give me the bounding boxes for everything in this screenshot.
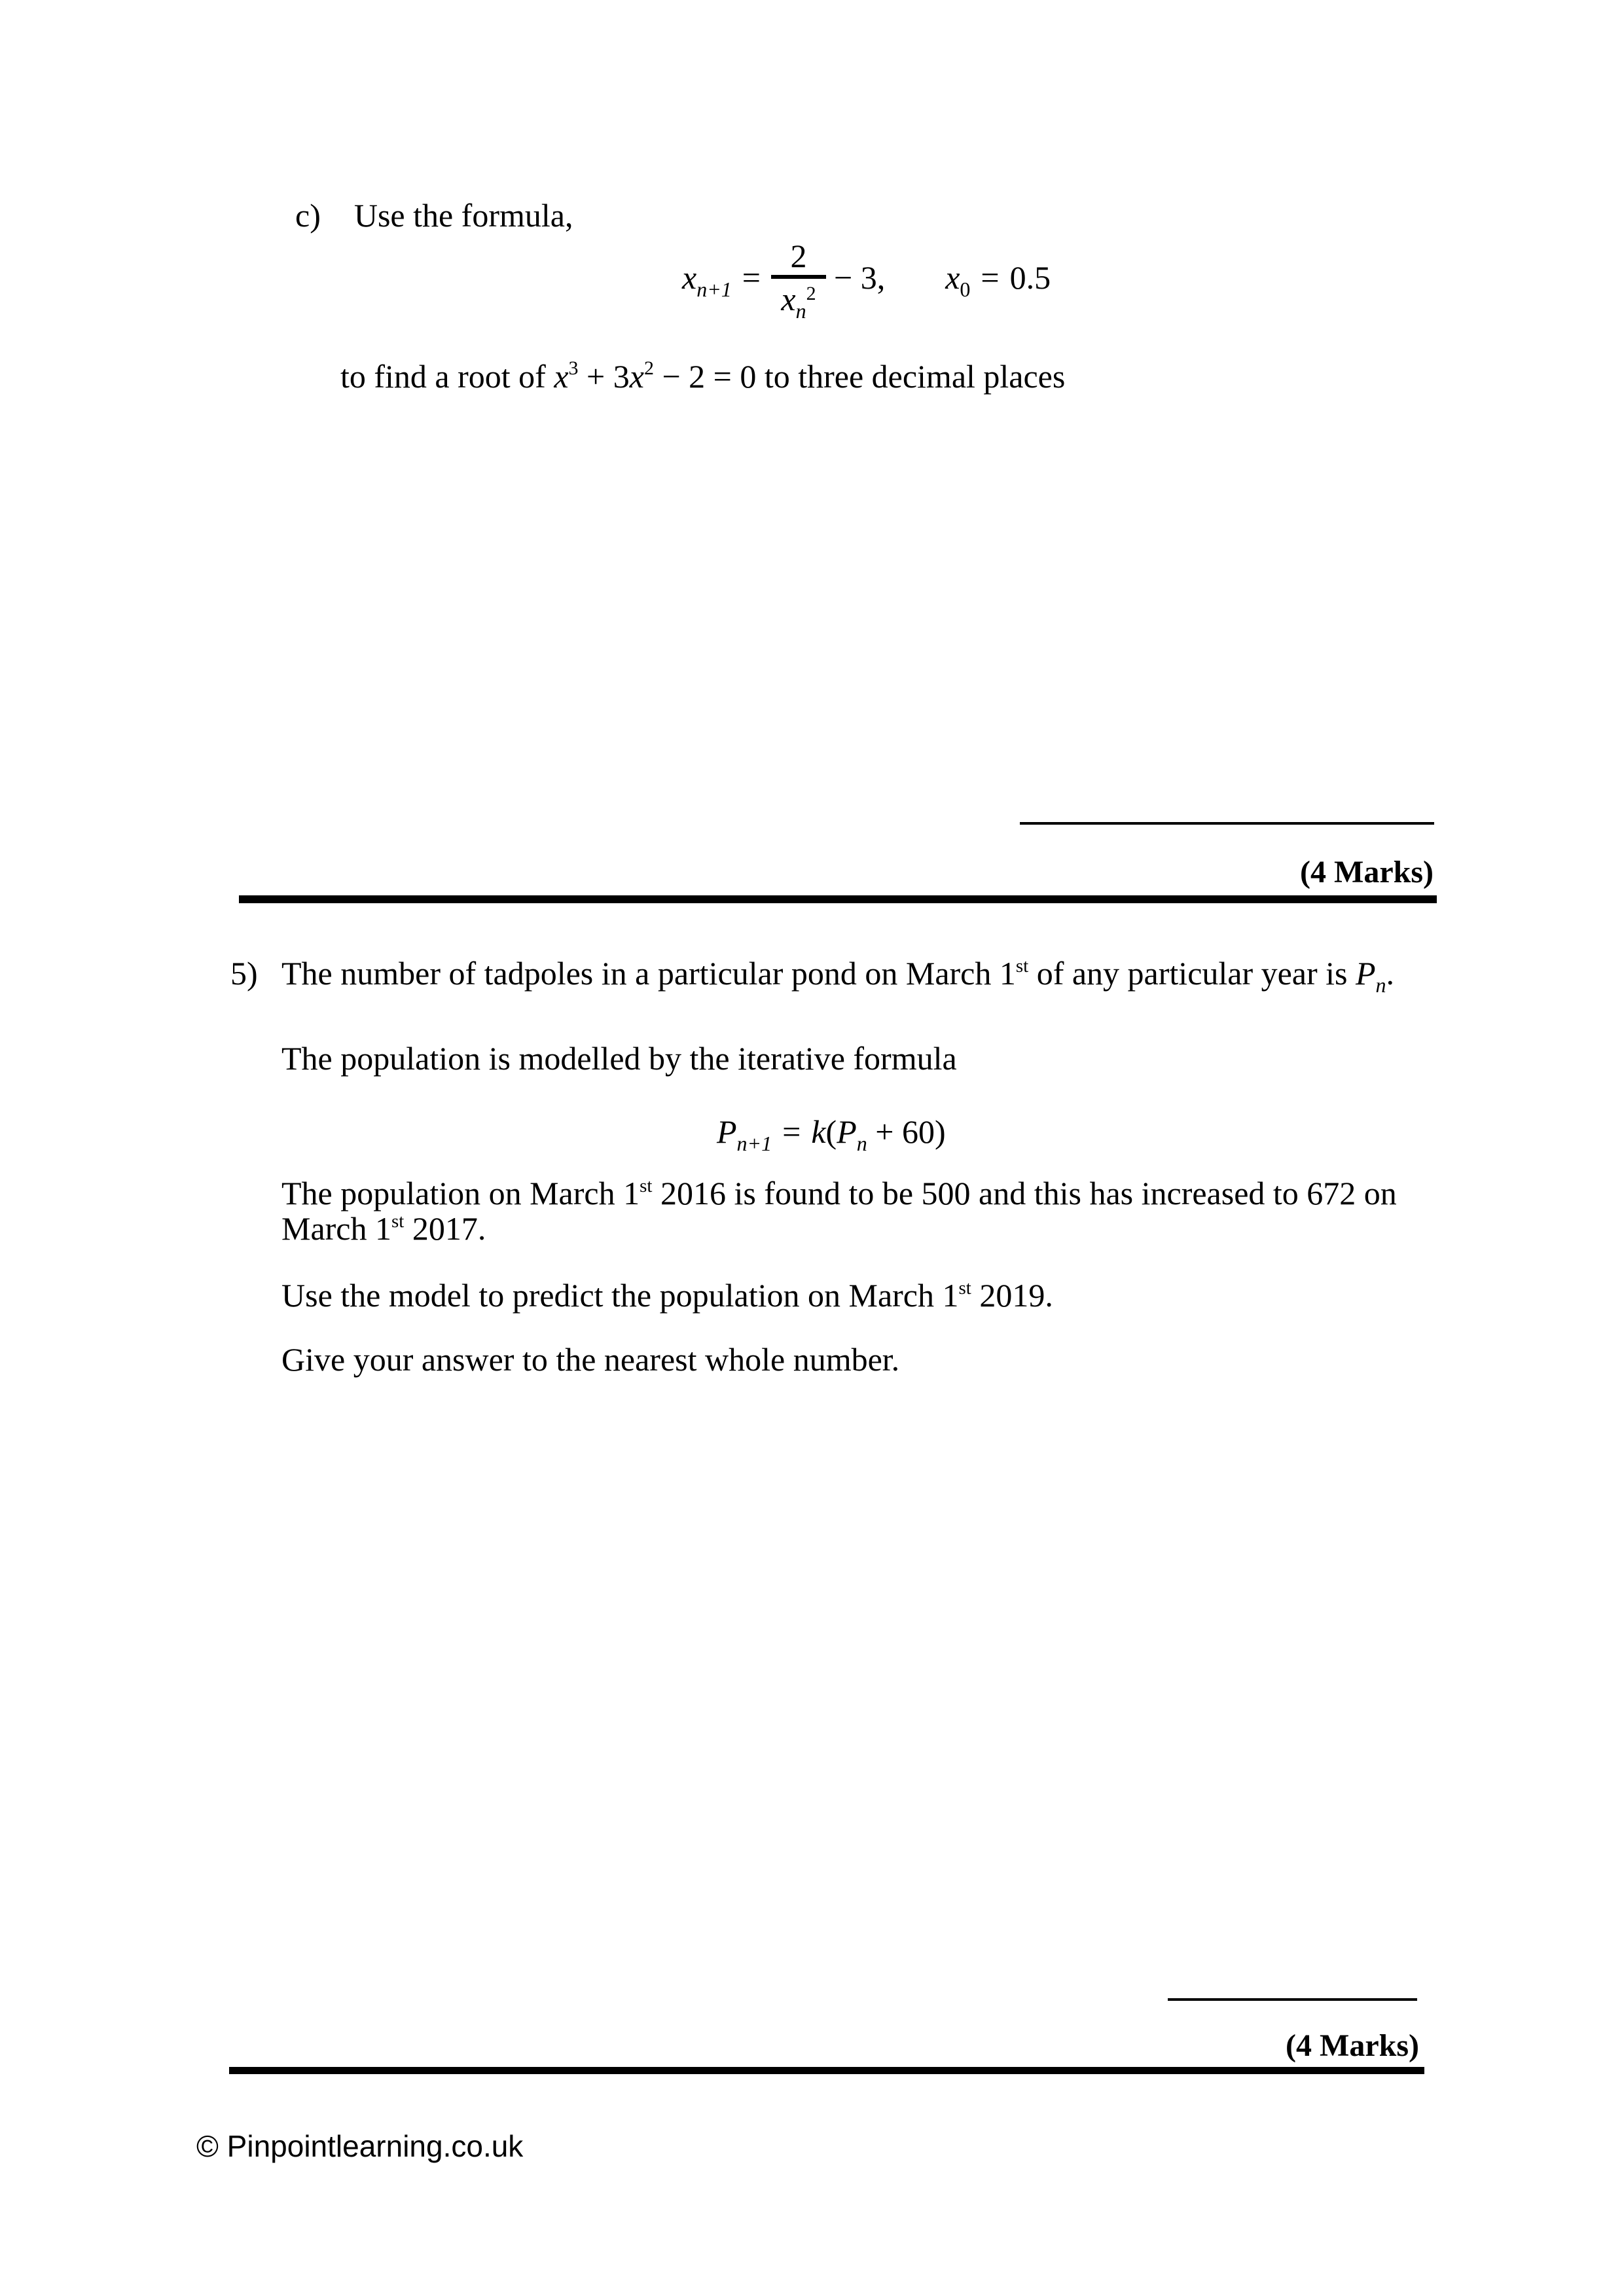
answer-line	[1168, 1998, 1417, 2001]
initial-value: 0.5	[1009, 259, 1051, 296]
math-sub-n1: n+1	[736, 1132, 772, 1155]
text-run: .	[1386, 955, 1395, 992]
formula-tail: − 3,	[834, 259, 886, 296]
section-divider	[239, 895, 1437, 903]
math-sub-0: 0	[960, 278, 971, 301]
math-var-P: P	[717, 1113, 737, 1150]
text-run: + 3	[578, 358, 630, 395]
question-c-prompt: Use the formula,	[353, 197, 573, 234]
fraction-bar	[771, 275, 826, 279]
answer-line	[1020, 822, 1434, 825]
ordinal-superscript: st	[1015, 956, 1029, 977]
text-run: The number of tadpoles in a particular pond on March 1	[281, 955, 1016, 992]
population-data-line-1	[281, 1174, 1397, 1212]
formula-rhs	[811, 1113, 946, 1155]
marks-label: (4 Marks)	[1286, 2028, 1419, 2063]
text-run: 2016 is found to be 500 and this has increased to 672 on	[652, 1175, 1397, 1211]
math-sup-2: 2	[643, 357, 654, 379]
math-var-x: x	[629, 358, 644, 395]
math-var-x: x	[682, 259, 697, 296]
paren-open: (	[825, 1113, 837, 1150]
formula-tail: + 60)	[867, 1113, 946, 1150]
math-var-P: P	[837, 1113, 857, 1150]
initial-condition	[945, 259, 1051, 301]
text-run: The population on March 1	[281, 1175, 640, 1211]
equals-sign: =	[981, 259, 1000, 296]
formula-iteration	[682, 238, 1051, 323]
predict-instruction	[281, 1276, 1053, 1314]
ordinal-superscript: st	[958, 1278, 971, 1299]
question-c-line	[295, 196, 573, 234]
math-sub-n: n	[1375, 973, 1386, 997]
text-run: March 1	[281, 1210, 391, 1247]
text-run: Use the model to predict the population on March 1	[281, 1277, 959, 1314]
math-var-x: x	[781, 281, 796, 317]
formula-lhs	[717, 1113, 772, 1155]
question-5-label: 5)	[230, 955, 258, 992]
rounding-instruction: Give your answer to the nearest whole number.	[281, 1341, 900, 1378]
equals-sign: =	[742, 259, 761, 296]
population-data-line-2	[281, 1210, 486, 1247]
text-run: of any particular year is	[1028, 955, 1356, 992]
question-5-intro	[281, 954, 1395, 997]
math-var-x: x	[554, 358, 569, 395]
marks-label: (4 Marks)	[1300, 855, 1434, 889]
question-c-label: c)	[295, 197, 321, 234]
math-sup-2: 2	[806, 283, 816, 304]
equals-sign: =	[782, 1113, 801, 1150]
text-run: 2019.	[971, 1277, 1053, 1314]
math-sub-n: n	[795, 299, 806, 323]
text-run: to find a root of	[340, 358, 554, 395]
math-sub-n1: n+1	[696, 278, 732, 301]
section-divider	[229, 2067, 1424, 2074]
math-var-x: x	[945, 259, 960, 296]
math-var-P: P	[1356, 955, 1376, 992]
math-var-k: k	[811, 1113, 826, 1150]
text-run: − 2 = 0 to three decimal places	[653, 358, 1066, 395]
root-instruction	[340, 357, 1065, 395]
model-description: The population is modelled by the iterative formula	[281, 1040, 957, 1077]
ordinal-superscript: st	[391, 1211, 405, 1232]
text-run: 2017.	[404, 1210, 486, 1247]
math-sub-n: n	[856, 1132, 867, 1155]
fraction	[771, 238, 826, 323]
math-sup-3: 3	[568, 357, 579, 379]
footer-copyright: © Pinpointlearning.co.uk	[196, 2129, 524, 2163]
formula-population	[717, 1113, 946, 1155]
fraction-numerator: 2	[790, 238, 807, 274]
fraction-denominator	[781, 281, 816, 323]
formula-lhs	[682, 259, 732, 301]
ordinal-superscript: st	[640, 1175, 653, 1196]
